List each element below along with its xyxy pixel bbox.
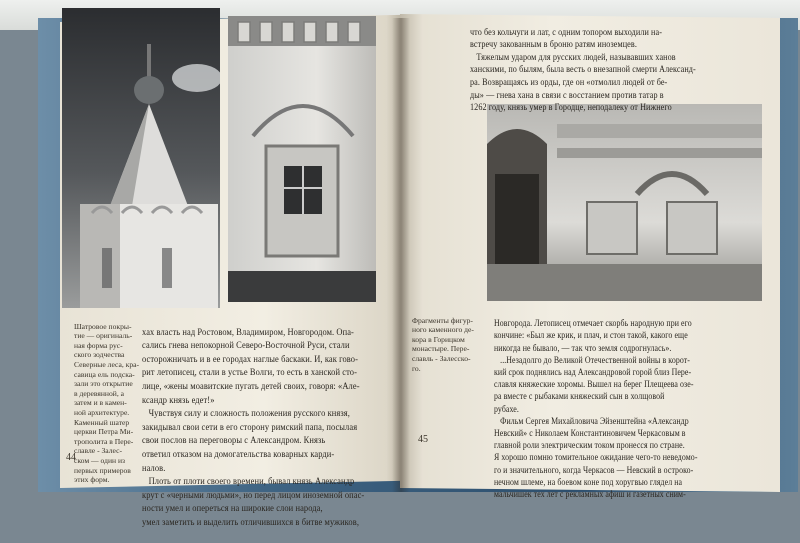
book-gutter — [392, 18, 410, 492]
left-page-number: 44 — [66, 452, 76, 463]
left-page-text: хах власть над Ростовом, Владимиром, Новгородом. Опа- сались гнева непокорной Северо-Восточной Руси, стали осторожничать и в ее городах наглые баскаки. И, как гово- рит летописец, стали в устье Волги, то есть в ханской сто- лице, «жены моавитские пугать детей своих, говоря: «Але- ксандр князь едет!» Чувствуя силу и сложность положения русского князя, закидывал свои сети в его сторону римский папа, посылая свои послов на переговоры с Александром. Князь ответил отказом на домогательства коварных карди- налов. Плоть от плоти своего времени, бывал князь Александр крут с «черными людьми», но перед лицом иноземной опас- ности умел и опереться на широкие слои народа, умел заметить и выделить отличившихся в битве мужиков, — [142, 326, 365, 528]
right-page-top-text: что без кольчуги и лат, с одним топором выходили на- встречу закованным в броню ратям иноземцев. Тяжелым ударом для русских людей, называвших ханов ханскими, по былям, была весть о внезапной смерти Александ- ра. Возвращаясь из орды, где он «отмолил людей от бе- ды» — гнева хана в связи с восстанием против татар в 1262 году, князь умер в Городце, неподалеку от Нижнего — [470, 26, 696, 114]
left-photo-caption: Шатровое покры- тие — оригиналь- ная форма рус- ского зодчества Северные леса, кра- савица ель подска- зали это открытие в деревянной, а затем и в камен- ной архитектуре. Каменный шатер церкви Петра Ми- трополита в Пере- славле - Залес- ском — один из первых примеров этих форм. — [74, 321, 140, 485]
right-photo-caption: Фрагменты фигур- ного каменного де- кора в Горицком монастыре. Пере- славль - Залесско- го. — [412, 315, 474, 373]
photo-tent-church — [62, 8, 220, 308]
photo-stone-arch — [487, 104, 762, 301]
right-page-bottom-text: Новгорода. Летописец отмечает скорбь народную при его кончине: «Был же крик, и плач, и стон такой, какого еще никогда не бывало, — так что земля содрогнулась». ...Незадолго до Великой Отечественной войны в корот- кий срок поднялись над Александровой горой близ Пере- славля княжеские хоромы. Вышел на берег Плещеева озе- ра вместе с рыбаками княжеский сын в холщовой рубахе. Фильм Сергея Михайловича Эйзенштейна «Александр Невский» с Николаем Константиновичем Черкасовым в главной роли электрическим током пронесся по стране. Я хорошо помню томительное ожидание чего-то неведомо- го и значительного, когда Черкасов — Невский в остроко- нечном шлеме, на боевом коне под хоругвью глядел на мальчишек тех лет с рекламных афиш и газетных сним- — [494, 318, 698, 501]
photo-window-decor — [228, 16, 376, 302]
right-page-number: 45 — [418, 434, 428, 445]
